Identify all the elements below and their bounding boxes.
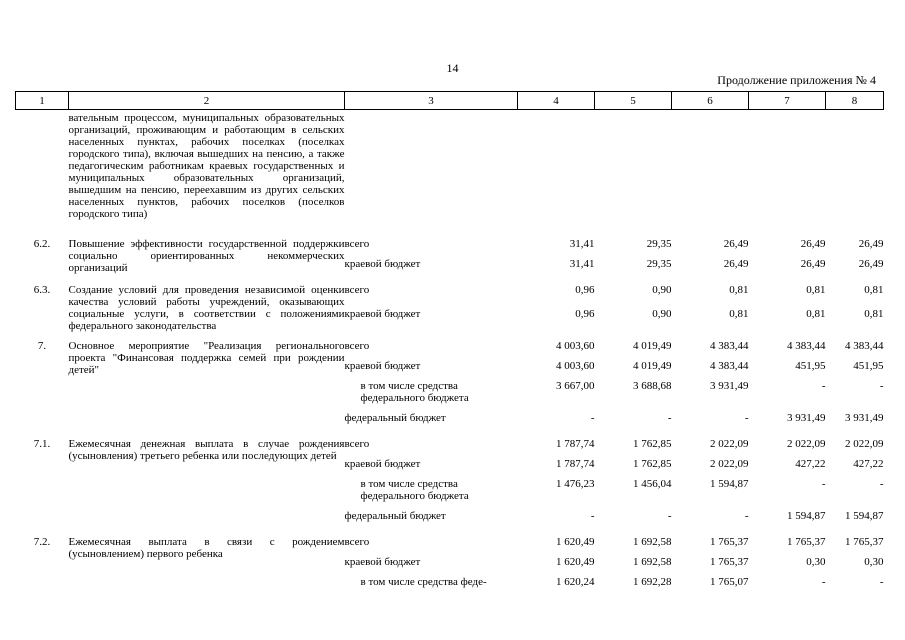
amount-cell: -	[879, 576, 884, 588]
amount-cell: 1 692,58	[633, 536, 672, 548]
amount-cell: 1 762,85	[633, 438, 672, 450]
amount-cell: 1 594,87	[710, 478, 749, 490]
amount-cell: -	[879, 478, 884, 490]
amount-cell: 0,96	[575, 284, 595, 296]
column-header: 8	[826, 92, 884, 110]
amount-cell: 1 476,23	[556, 478, 595, 490]
amount-cell: -	[667, 412, 672, 424]
column-header: 6	[672, 92, 749, 110]
amount-cell: 2 022,09	[710, 438, 749, 450]
amount-cell: 451,95	[853, 360, 884, 372]
amount-cell: 4 383,44	[787, 340, 826, 352]
funding-source: всего	[344, 284, 370, 296]
amount-cell: 26,49	[858, 238, 884, 250]
amount-cell: 0,90	[652, 308, 672, 321]
amount-cell: 4 019,49	[633, 360, 672, 372]
amount-cell: 31,41	[569, 258, 595, 270]
page-number: 14	[446, 61, 459, 75]
table-row	[16, 332, 884, 352]
item-number: 7.1.	[33, 438, 51, 450]
amount-cell: 0,30	[806, 556, 826, 568]
table-body	[16, 110, 884, 595]
amount-cell: 1 765,37	[710, 536, 749, 548]
amount-cell: 2 022,09	[787, 438, 826, 450]
amount-cell: 1 456,04	[633, 478, 672, 490]
item-number: 7.2.	[33, 536, 51, 548]
funding-source: краевой бюджет	[344, 308, 421, 321]
amount-cell: 0,30	[864, 556, 884, 568]
amount-cell: 26,49	[723, 238, 749, 250]
amount-cell: 1 620,49	[556, 556, 595, 568]
item-description: Ежемесячная выплата в связи с рождением (усыновлением) первого ребенка	[68, 536, 345, 560]
amount-cell: 3 931,49	[845, 412, 884, 424]
amount-cell: -	[590, 510, 595, 522]
amount-cell: -	[744, 412, 749, 424]
amount-cell: 0,90	[652, 284, 672, 296]
amount-cell: 0,96	[575, 308, 595, 321]
table-row	[16, 528, 884, 548]
table-row	[16, 430, 884, 450]
amount-cell: 26,49	[858, 258, 884, 270]
amount-cell: -	[821, 478, 826, 490]
amount-cell: 1 762,85	[633, 458, 672, 470]
amount-cell: -	[744, 510, 749, 522]
amount-cell: 3 931,49	[710, 380, 749, 392]
column-header: 4	[518, 92, 595, 110]
amount-cell: 0,81	[729, 284, 749, 296]
amount-cell: 4 019,49	[633, 340, 672, 352]
column-header: 3	[345, 92, 518, 110]
column-header: 7	[749, 92, 826, 110]
amount-cell: 26,49	[723, 258, 749, 270]
amount-cell: 4 383,44	[710, 360, 749, 372]
amount-cell: -	[879, 380, 884, 392]
column-header: 1	[16, 92, 69, 110]
funding-source: краевой бюджет	[344, 556, 421, 568]
amount-cell: 4 383,44	[710, 340, 749, 352]
funding-source: всего	[344, 340, 370, 352]
amount-cell: -	[590, 412, 595, 424]
funding-source: краевой бюджет	[344, 458, 421, 470]
continued-description: вательным процессом, муниципальных образовательных организаций, проживающим и работающим в сельских населенных пунктах, рабочих поселках (поселках городского типа), включая вышедших на пенсию, а также педагогическим работникам краевых государственных и муниципальных образовательных организаций, вышедшим на пенсию, переехавшим из других сельских населенных пунктов, рабочих поселков (поселков городского типа)	[68, 112, 345, 220]
table-row	[16, 230, 884, 250]
amount-cell: -	[667, 510, 672, 522]
amount-cell: 1 765,37	[710, 556, 749, 568]
amount-cell: 0,81	[864, 284, 884, 296]
amount-cell: 26,49	[800, 258, 826, 270]
amount-cell: 1 594,87	[787, 510, 826, 522]
funding-source: федеральный бюджет	[344, 412, 446, 424]
item-description: Повышение эффективности государственной поддержки социально ориентированных некоммерческих организаций	[68, 238, 345, 274]
funding-source: всего	[344, 438, 370, 450]
amount-cell: 0,81	[806, 284, 826, 296]
amount-cell: 4 003,60	[556, 340, 595, 352]
funding-source: краевой бюджет	[344, 360, 421, 372]
amount-cell: -	[821, 576, 826, 588]
amount-cell: 0,81	[806, 308, 826, 321]
amount-cell: 1 765,37	[845, 536, 884, 548]
funding-source: федеральный бюджет	[344, 510, 446, 522]
column-number-row	[16, 92, 884, 110]
item-description: Основное мероприятие "Реализация регионального проекта "Финансовая поддержка семей при рождении детей"	[68, 340, 345, 376]
amount-cell: 1 787,74	[556, 438, 595, 450]
amount-cell: 3 688,68	[633, 380, 672, 392]
amount-cell: 1 594,87	[845, 510, 884, 522]
item-number: 6.3.	[33, 284, 51, 296]
column-header: 5	[595, 92, 672, 110]
amount-cell: 427,22	[795, 458, 826, 470]
funding-source: в том числе средства федерального бюджета	[360, 380, 469, 404]
funding-source: в том числе средства феде-	[360, 576, 487, 588]
continuation-note: Продолжение приложения № 4	[717, 73, 876, 87]
funding-source: всего	[344, 536, 370, 548]
amount-cell: 2 022,09	[710, 458, 749, 470]
amount-cell: 1 692,28	[633, 576, 672, 588]
funding-source: краевой бюджет	[344, 258, 421, 270]
table-row	[16, 276, 884, 300]
amount-cell: 451,95	[795, 360, 826, 372]
item-description: Создание условий для проведения независимой оценки качества условий работы учреждений, оказывающих социальные услуги, в соответствии с положениями федерального законодательства	[68, 284, 345, 332]
item-number: 6.2.	[33, 238, 51, 250]
amount-cell: 1 620,49	[556, 536, 595, 548]
amount-cell: 31,41	[569, 238, 595, 250]
amount-cell: 26,49	[800, 238, 826, 250]
item-description: Ежемесячная денежная выплата в случае рождения (усыновления) третьего ребенка или последующих детей	[68, 438, 345, 462]
amount-cell: 1 620,24	[556, 576, 595, 588]
amount-cell: 427,22	[853, 458, 884, 470]
funding-source: всего	[344, 238, 370, 250]
amount-cell: 1 765,37	[787, 536, 826, 548]
amount-cell: 0,81	[864, 308, 884, 321]
amount-cell: 0,81	[729, 308, 749, 321]
table-row	[16, 110, 884, 231]
budget-table	[15, 91, 884, 594]
amount-cell: 29,35	[646, 258, 672, 270]
amount-cell: 29,35	[646, 238, 672, 250]
amount-cell: 4 383,44	[845, 340, 884, 352]
amount-cell: 1 765,07	[710, 576, 749, 588]
amount-cell: 2 022,09	[845, 438, 884, 450]
amount-cell: 1 692,58	[633, 556, 672, 568]
item-number: 7.	[37, 340, 47, 352]
column-header: 2	[69, 92, 345, 110]
amount-cell: 3 931,49	[787, 412, 826, 424]
amount-cell: 3 667,00	[556, 380, 595, 392]
amount-cell: 1 787,74	[556, 458, 595, 470]
amount-cell: -	[821, 380, 826, 392]
funding-source: в том числе средства федерального бюджета	[360, 478, 469, 502]
amount-cell: 4 003,60	[556, 360, 595, 372]
